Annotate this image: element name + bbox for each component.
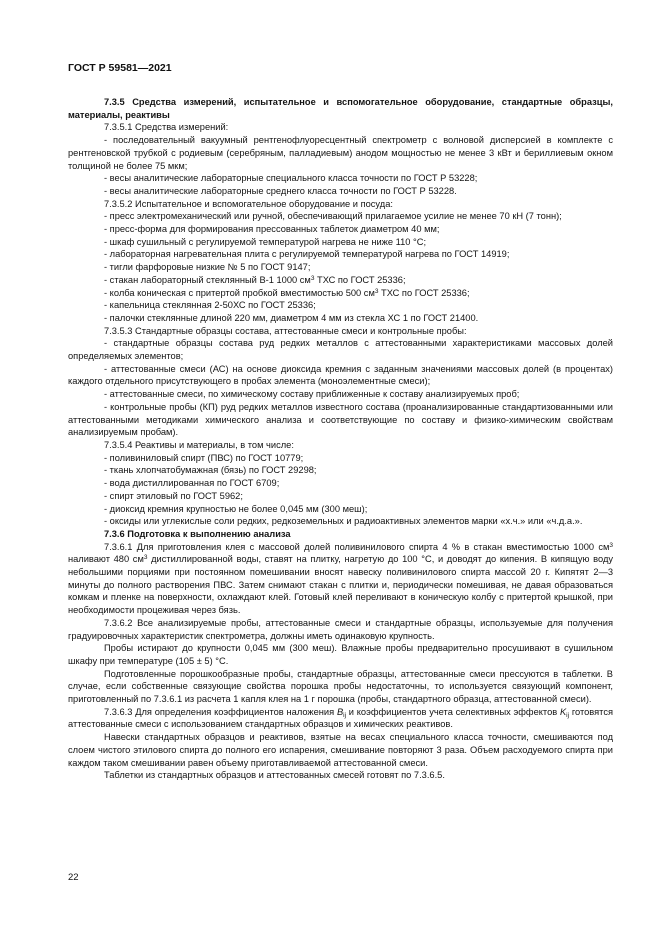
paragraph: Таблетки из стандартных образцов и аттестованных смесей готовят по 7.3.6.5. [104,770,445,781]
list-item: - аттестованные смеси, по химическому составу приближенные к составу анализируемых проб; [104,389,520,400]
subsection-7-3-5-4: 7.3.5.4 Реактивы и материалы, в том числе: [104,439,294,450]
list-item: - палочки стеклянные длиной 220 мм, диаметром 4 мм из стекла ХС 1 по ГОСТ 21400. [104,312,479,323]
list-item: - шкаф сушильный с регулируемой температурой нагрева не ниже 110 °С; [104,236,427,247]
list-item: - вода дистиллированная по ГОСТ 6709; [104,478,280,489]
paragraph-7-3-6-3: 7.3.6.3 Для определения коэффициентов наложения $B_{ij}$ и коэффициентов учета селективных эффектов $K_{ij}$ готовятся аттестованные смеси с использованием стандартных образцов и химических реактивов. [68,706,614,730]
list-item: - весы аналитические лабораторные специального класса точности по ГОСТ Р 53228; [104,173,478,184]
list-item: - ткань хлопчатобумажная (бязь) по ГОСТ 29298; [104,465,317,476]
list-item: - поливиниловый спирт (ПВС) по ГОСТ 10779; [104,452,304,463]
paragraph-7-3-6-2: 7.3.6.2 Все анализируемые пробы, аттестованные смеси и стандартные образцы, используемые для получения градуировочных характеристик спектрометра, должны иметь одинаковую крупность. [68,617,613,641]
paragraph: Пробы истирают до крупности 0,045 мм (300 меш). Влажные пробы предварительно просушивают в сушильном шкафу при температуре (105 ± 5) °С. [68,643,613,666]
list-item: - капельница стеклянная 2-50ХС по ГОСТ 25336; [104,300,316,311]
list-item: - тигли фарфоровые низкие № 5 по ГОСТ 9147; [104,262,311,273]
list-item: - аттестованные смеси (АС) на основе диоксида кремния с заданным значениями массовых долей (в процентах) каждого отдельного присутствующего в пробах элемента (моноэлементные смеси); [68,363,613,387]
list-item: - колба коническая с притертой пробкой вместимостью 500 $см^3$ ТХС по ГОСТ 25336; [104,287,470,298]
document-body [68,96,613,782]
section-7-3-6-heading: 7.3.6 Подготовка к выполнению анализа [104,528,291,539]
section-7-3-5-heading: 7.3.5 Средства измерений, испытательное и вспомогательное оборудование, стандартные образцы, материалы, реактивы [68,97,613,120]
list-item: - стакан лабораторный стеклянный В-1 1000 $см^3$ ТХС по ГОСТ 25336; [104,274,406,285]
list-item: - оксиды или углекислые соли редких, редкоземельных и радиоактивных элементов марки «х.ч.» или «ч.д.а.». [104,516,583,527]
list-item: - лабораторная нагревательная плита с регулируемой температурой нагрева по ГОСТ 14919; [104,249,510,260]
subsection-7-3-5-3: 7.3.5.3 Стандартные образцы состава, аттестованные смеси и контрольные пробы: [104,325,467,336]
list-item: - спирт этиловый по ГОСТ 5962; [104,490,243,501]
subsection-7-3-5-1: 7.3.5.1 Средства измерений: [104,122,229,133]
paragraph-7-3-6-1: 7.3.6.1 Для приготовления клея с массовой долей поливинилового спирта 4 % в стакан вместимостью 1000 $см^3$ наливают 480 $см^3$ дистиллированной воды, ставят на плитку, нагретую до 100 °С, и доводят до кипения. В кипящую воду небольшими порциями при постоянном помешивании вносят навеску поливинилового спирта массой 20 г. Кипятят 2—3 минуты до полного растворения ПВС. Затем снимают стакан с плитки и, периодически помешивая, не давая образоваться комкам и пленке на поверхности, охлаждают клей. Готовый клей переливают в коническую колбу с притертой крышкой, при необходимости процеживая через бязь. [68,541,614,616]
document-header: ГОСТ Р 59581—2021 [68,62,172,74]
paragraph: Подготовленные порошкообразные пробы, стандартные образцы, аттестованные смеси прессуются в таблетки. В случае, если собственные связующие свойства порошка пробы недостаточны, то используется связующий компонент, приготовленный по 7.3.6.1 из расчета 1 капля клея на 1 г порошка (пробы, стандартного образца, аттестованной смеси). [68,668,613,705]
paragraph: Навески стандартных образцов и реактивов, взятые на весах специального класса точности, смешиваются под слоем чистого этилового спирта до полного его испарения, смешивание повторяют 3 раза. Объем расходуемого спирта при каждом таком смешивании равен объему приготавливаемой аттестованной смеси. [68,732,613,768]
subsection-7-3-5-2: 7.3.5.2 Испытательное и вспомогательное оборудование и посуда: [104,198,393,209]
list-item: - весы аналитические лабораторные среднего класса точности по ГОСТ Р 53228. [104,185,457,196]
list-item: - контрольные пробы (КП) руд редких металлов известного состава (проанализированные стандартизованными или аттестованными методиками химического анализа и соответствующие по составу и физико-химическим свойствам анализируемым пробам). [68,401,613,438]
list-item: - стандартные образцы состава руд редких металлов с аттестованными характеристиками массовых долей определяемых элементов; [68,338,613,362]
list-item: - последовательный вакуумный рентгенофлуоресцентный спектрометр с волновой дисперсией в комплекте с рентгеновской трубкой с родиевым (серебряным, палладиевым) анодом мощностью не менее 3 кВт и бериллиевым окном толщиной не более 75 мкм; [68,135,613,171]
list-item: - пресс электромеханический или ручной, обеспечивающий прилагаемое усилие не менее 70 кН (7 тонн); [104,211,562,222]
list-item: - пресс-форма для формирования прессованных таблеток диаметром 40 мм; [104,224,440,235]
list-item: - диоксид кремния крупностью не более 0,045 мм (300 меш); [104,503,368,514]
page-number: 22 [68,872,79,883]
